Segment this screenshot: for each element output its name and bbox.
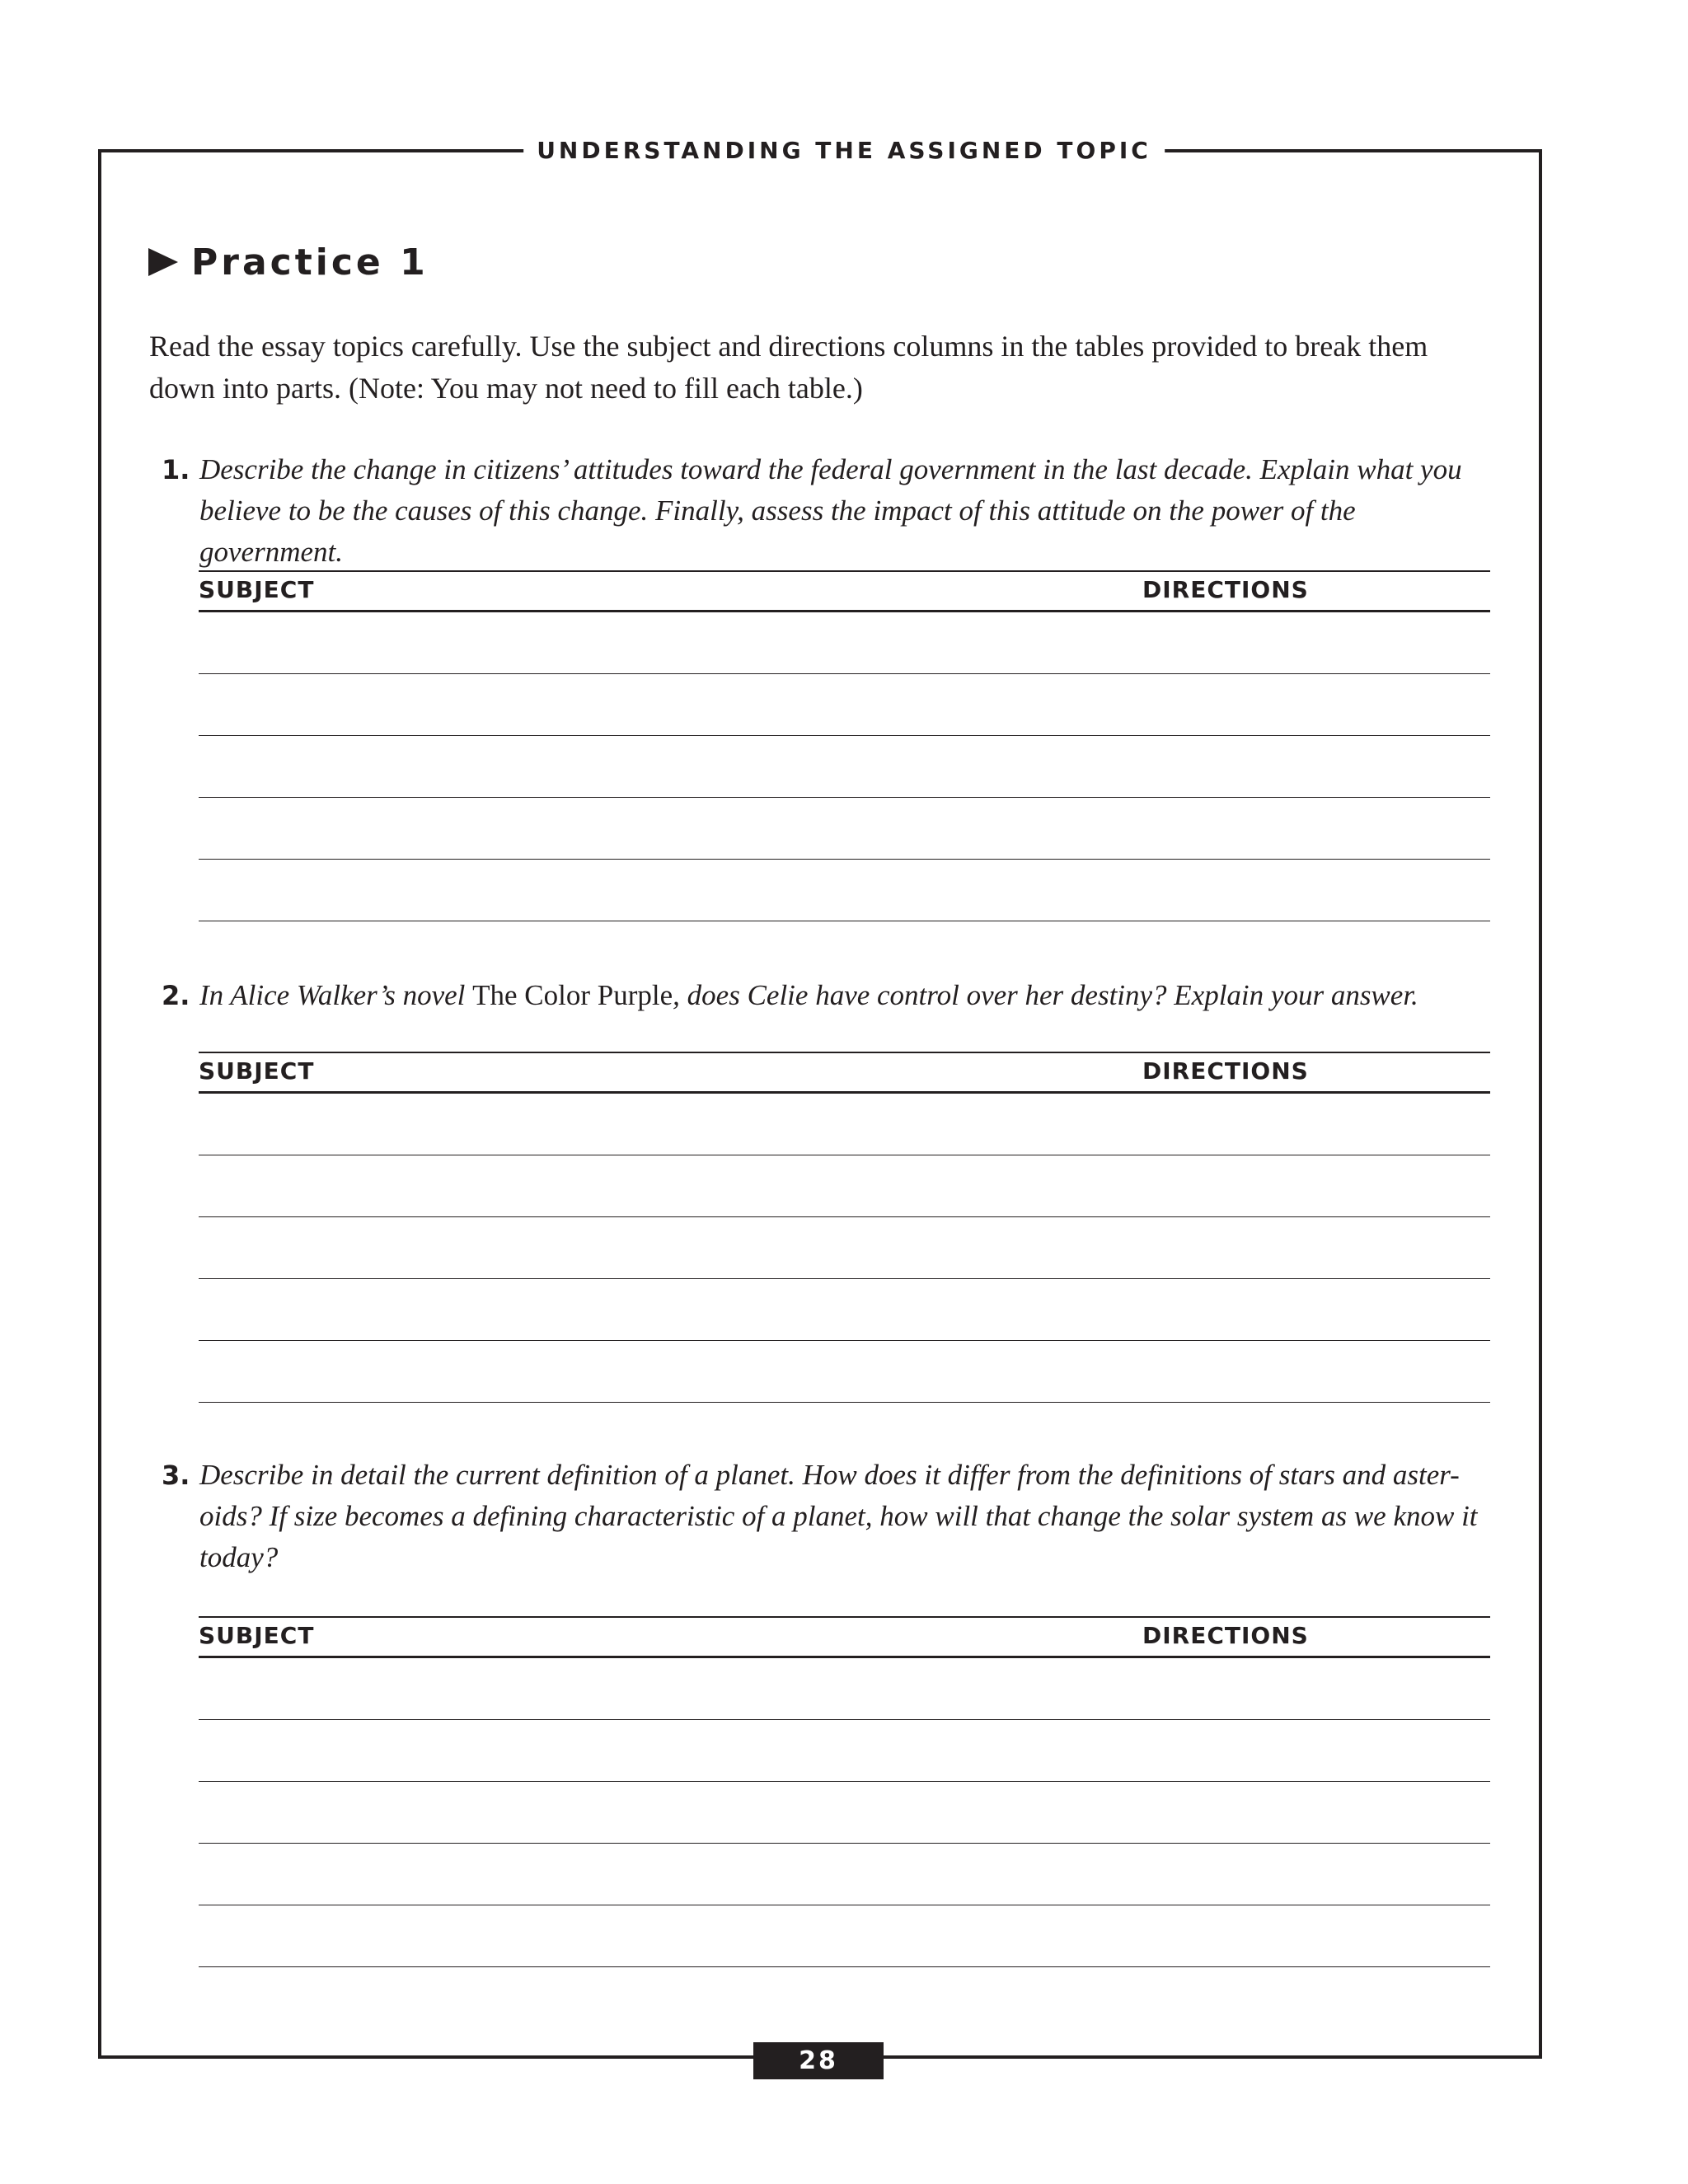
- subject-column-header: SUBJECT: [199, 1622, 315, 1649]
- question-number: 2.: [162, 980, 190, 1011]
- table-header: [199, 1616, 1490, 1658]
- answer-line[interactable]: [199, 1720, 1490, 1782]
- directions-column-header: DIRECTIONS: [1142, 576, 1309, 603]
- question-3: [162, 1455, 1505, 1578]
- answer-line[interactable]: [199, 1341, 1490, 1403]
- question-text-start: In Alice Walker’s novel: [199, 979, 473, 1011]
- answer-line[interactable]: [199, 1844, 1490, 1905]
- question-text-end: , does Celie have control over her destiny? Explain your answer.: [673, 979, 1418, 1011]
- answer-line[interactable]: [199, 1782, 1490, 1844]
- question-text: Describe in detail the current definition of a planet. How does it differ from the definitions of stars and aster-oids? If size becomes a defining characteristic of a planet, how will that change the solar system as we know it today?: [199, 1459, 1478, 1573]
- question-number: 3.: [162, 1460, 190, 1491]
- question-text: Describe the change in citizens’ attitudes toward the federal government in the last decade. Explain what you believe to be the causes of this change. Finally, assess the impact of this attitude on the power of the government.: [199, 453, 1462, 568]
- answer-table-3: [199, 1616, 1490, 1967]
- answer-line[interactable]: [199, 736, 1490, 798]
- question-2: [162, 975, 1505, 1016]
- answer-line[interactable]: [199, 674, 1490, 736]
- question-1: [162, 449, 1505, 573]
- play-arrow-icon: [148, 248, 178, 276]
- table-header: [199, 1052, 1490, 1094]
- answer-line[interactable]: [199, 860, 1490, 921]
- directions-column-header: DIRECTIONS: [1142, 1622, 1309, 1649]
- answer-line[interactable]: [199, 798, 1490, 860]
- answer-line[interactable]: [199, 1094, 1490, 1155]
- subject-column-header: SUBJECT: [199, 1057, 315, 1085]
- practice-title: Practice 1: [191, 241, 429, 284]
- question-number: 1.: [162, 454, 190, 485]
- answer-line[interactable]: [199, 1905, 1490, 1967]
- book-title: The Color Purple: [472, 979, 673, 1011]
- directions-column-header: DIRECTIONS: [1142, 1057, 1309, 1085]
- answer-table-2: [199, 1052, 1490, 1403]
- subject-column-header: SUBJECT: [199, 576, 315, 603]
- instructions-text: Read the essay topics carefully. Use the subject and directions columns in the tables provided to break them down into parts. (Note: You may not need to fill each table.): [149, 330, 1428, 405]
- answer-line[interactable]: [199, 1658, 1490, 1720]
- question-text: [199, 975, 1505, 1016]
- answer-line[interactable]: [199, 1217, 1490, 1279]
- answer-table-1: [199, 570, 1490, 921]
- answer-line[interactable]: [199, 1279, 1490, 1341]
- table-header: [199, 570, 1490, 612]
- section-header: UNDERSTANDING THE ASSIGNED TOPIC: [523, 134, 1165, 167]
- page-number: 28: [753, 2042, 884, 2079]
- practice-heading: [148, 237, 429, 287]
- answer-line[interactable]: [199, 612, 1490, 674]
- answer-line[interactable]: [199, 1155, 1490, 1217]
